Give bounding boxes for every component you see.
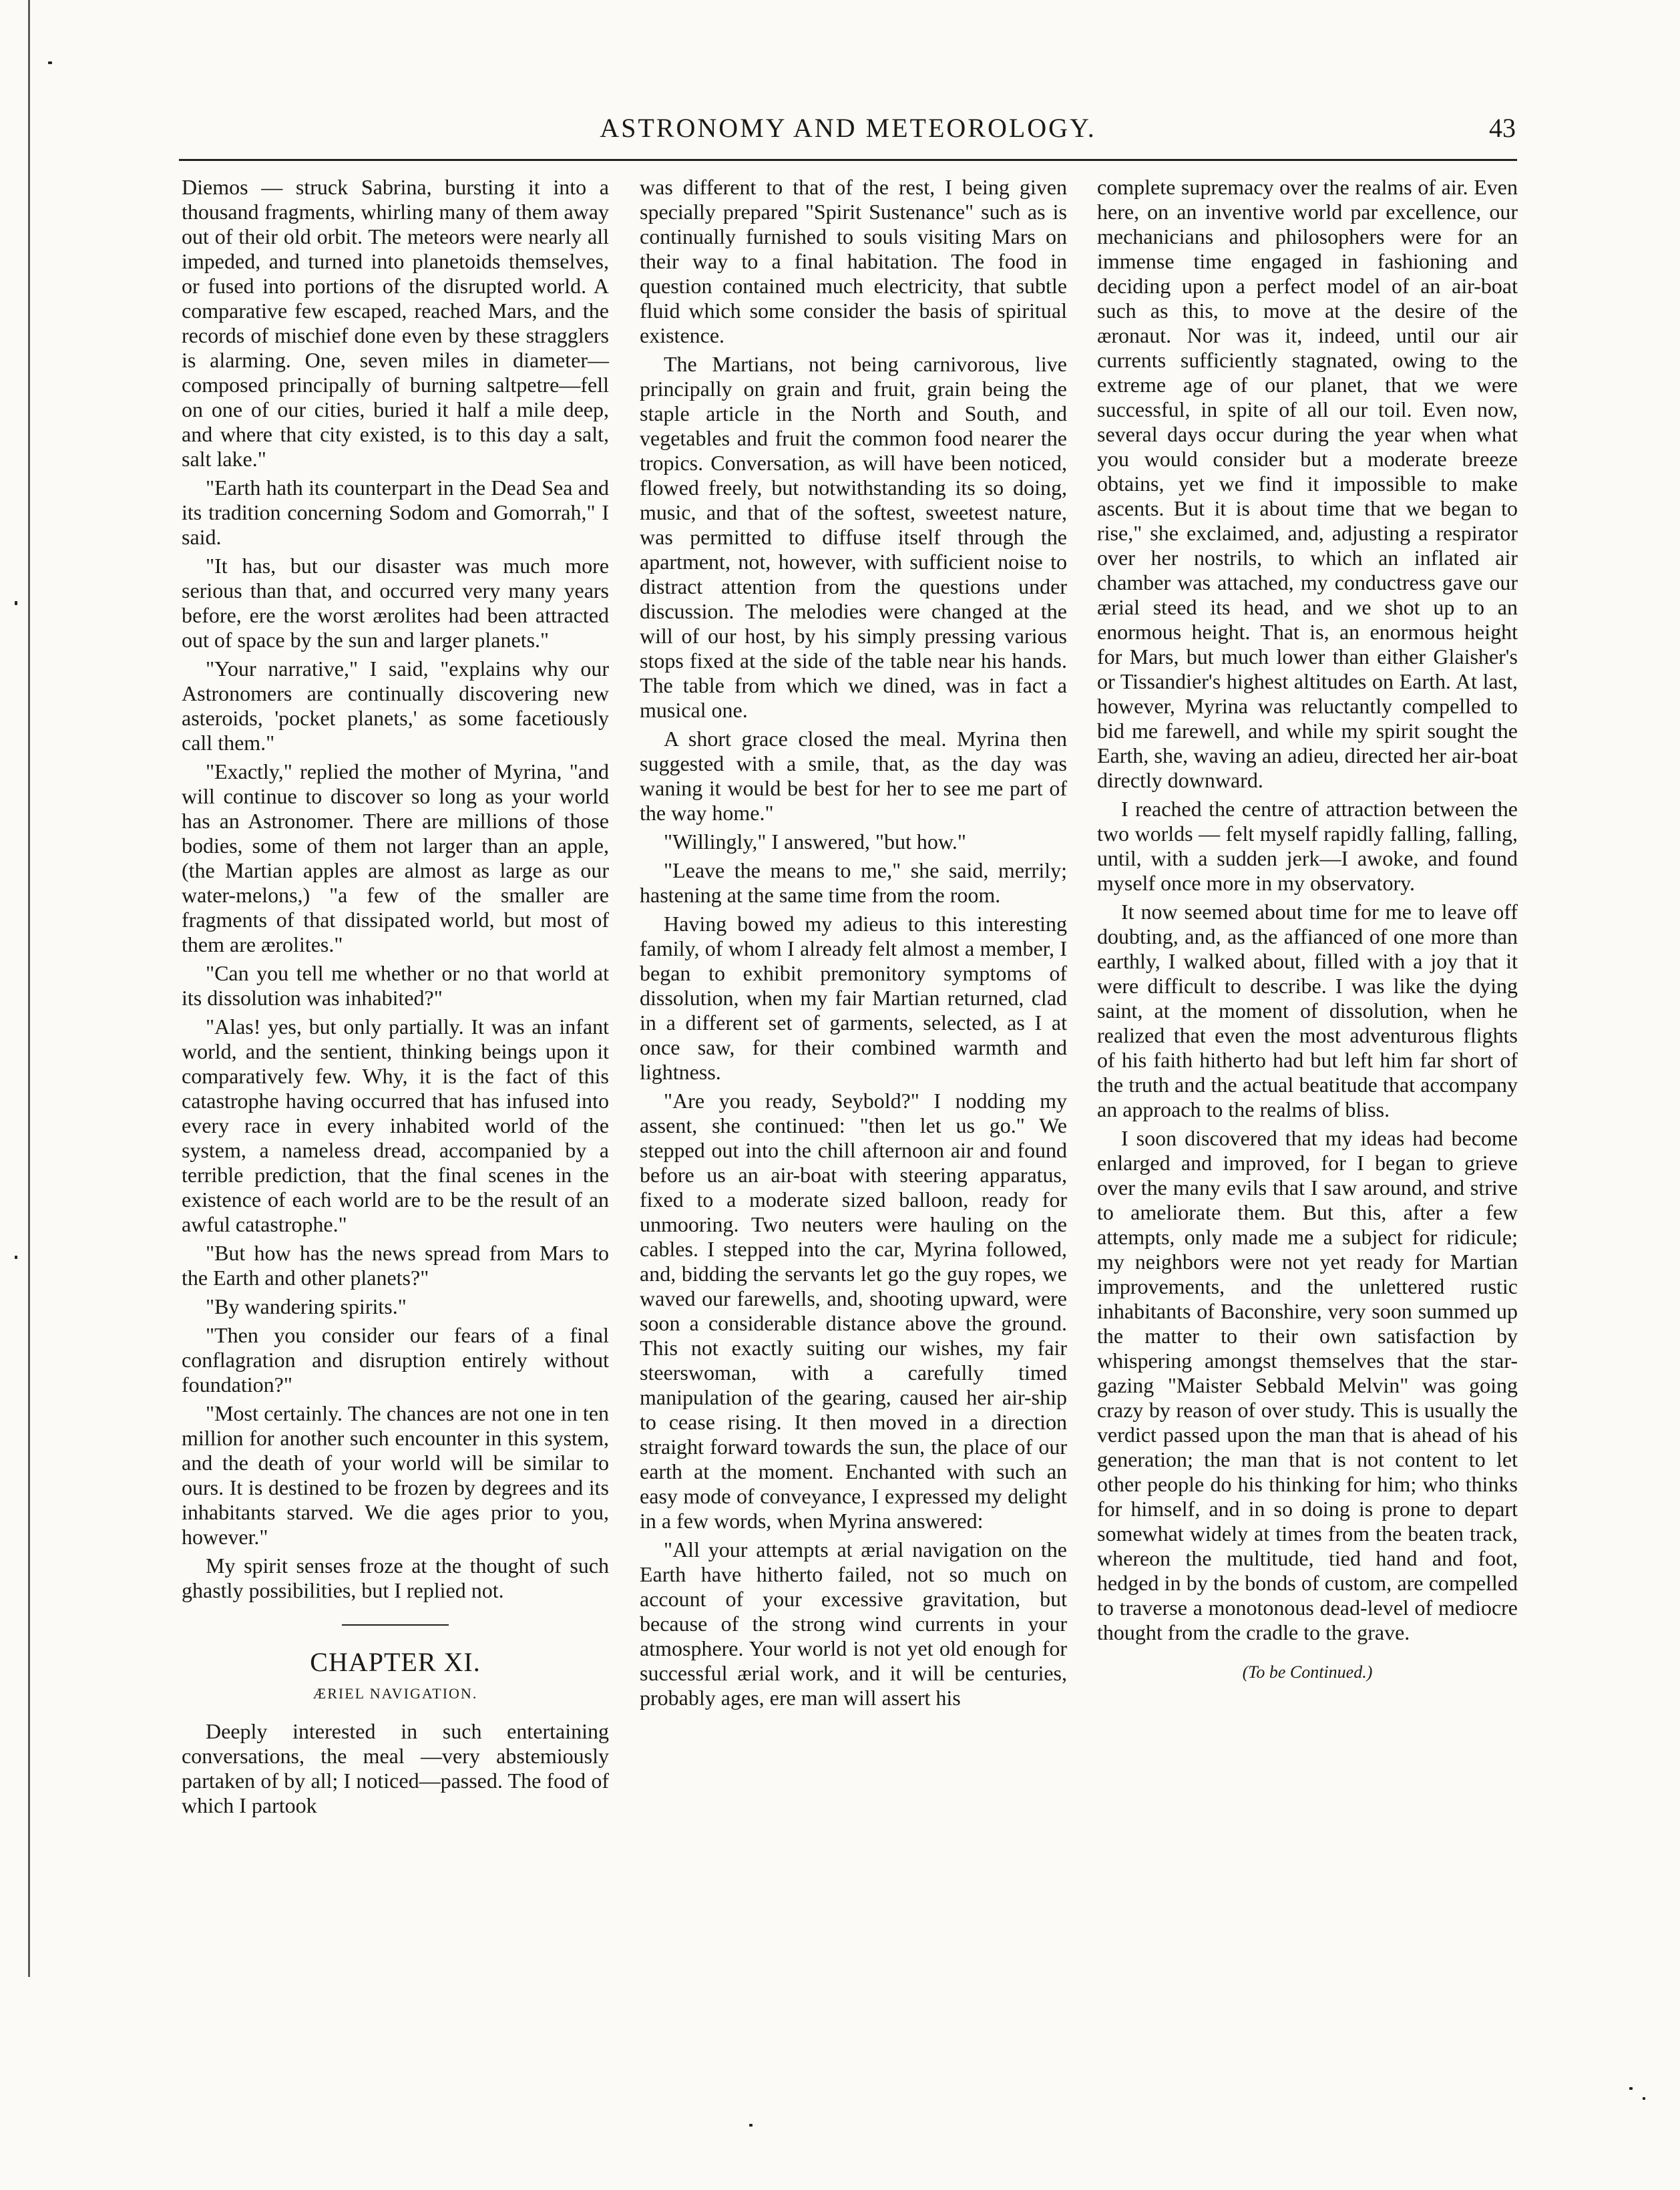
text-column-2 — [640, 175, 1067, 1714]
paragraph: "Alas! yes, but only partially. It was an infant world, and the sentient, thinking beings upon it comparatively few. Why, it is the fact of this catastrophe having occurred that has infused into every race in every inhabited world of the system, a nameless dread, accompanied by a terrible prediction, that the final scenes in the existence of each world are to be the result of an awful catastrophe." — [182, 1015, 609, 1236]
paragraph: "But how has the news spread from Mars to the Earth and other planets?" — [182, 1241, 609, 1290]
text-column-1 — [182, 175, 609, 1822]
paragraph: "Can you tell me whether or no that world at its dissolution was inhabited?" — [182, 961, 609, 1010]
paragraph: "Most certainly. The chances are not one in ten million for another such encounter in this system, and the death of your world will be similar to ours. It is destined to be frozen by degrees and its inhabitants starved. We die ages prior to you, however." — [182, 1401, 609, 1549]
chapter-rule — [342, 1624, 449, 1626]
paragraph: "Then you consider our fears of a final conflagration and disruption entirely without foundation?" — [182, 1323, 609, 1397]
scan-speck — [1629, 2087, 1633, 2090]
text-column-3 — [1097, 175, 1518, 1684]
page-header — [180, 112, 1516, 159]
paragraph: The Martians, not being carnivorous, live principally on grain and fruit, grain being the staple article in the North and South, and vegetables and fruit the common food nearer the tropics. Conversation, as will have been noticed, flowed freely, but notwithstanding its so doing, music, and that of the softest, sweetest nature, was permitted to diffuse itself through the apartment, not, however, with sufficient noise to distract attention from the questions under discussion. The melodies were changed at the will of our host, by his simply pressing various stops fixed at the side of the table near his hands. The table from which we dined, was in fact a musical one. — [640, 352, 1067, 722]
scan-speck — [48, 61, 52, 64]
paragraph: Having bowed my adieus to this interesting family, of whom I already felt almost a member, I began to exhibit premonitory symptoms of dissolution, when my fair Martian returned, clad in a different set of garments, selected, as I at once saw, for their combined warmth and lightness. — [640, 912, 1067, 1084]
running-title: ASTRONOMY AND METEOROLOGY. — [600, 113, 1096, 143]
paragraph: "Willingly," I answered, "but how." — [664, 830, 966, 854]
paragraph: "It has, but our disaster was much more serious than that, and occurred very many years before, ere the worst ærolites had been attracted out of space by the sun and larger planets." — [182, 554, 609, 652]
paragraph: Diemos — struck Sabrina, bursting it into a thousand fragments, whirling many of them away out of their old orbit. The meteors were nearly all impeded, and turned into planetoids themselves, or fused into portions of the disrupted world. A comparative few escaped, reached Mars, and the records of mischief done even by these stragglers is alarming. One, seven miles in diameter—composed principally of burning saltpetre—fell on one of our cities, buried it half a mile deep, and where that city existed, is to this day a salt, salt lake." — [182, 175, 609, 471]
binding-edge-line — [28, 0, 30, 1977]
page-number: 43 — [1489, 113, 1516, 143]
paragraph: Deeply interested in such entertaining conversations, the meal —very abstemiously partaken of by all; I noticed—passed. The food of which I partook — [182, 1719, 609, 1817]
paragraph: "All your attempts at ærial navigation on the Earth have hitherto failed, not so much on account of your excessive gravitation, but because of the strong wind currents in your atmosphere. Your world is not yet old enough for successful ærial work, and it will be centuries, probably ages, ere man will assert his — [640, 1537, 1067, 1710]
paragraph: "Are you ready, Seybold?" I nodding my assent, she continued: "then let us go." We stepped out into the chill afternoon air and found before us an air-boat with steering apparatus, fixed to a moderate sized balloon, ready for unmooring. Two neuters were hauling on the cables. I stepped into the car, Myrina followed, and, bidding the servants let go the guy ropes, we waved our farewells, and, shooting upward, were soon a considerable distance above the ground. This not exactly suiting our wishes, my fair steerswoman, with a carefully timed manipulation of the gearing, caused her air-ship to cease rising. It then moved in a direction straight forward towards the sun, the place of our earth at the moment. Enchanted with such an easy mode of conveyance, I expressed my delight in a few words, when Myrina answered: — [640, 1089, 1067, 1533]
paragraph: complete supremacy over the realms of air. Even here, on an inventive world par excellence, our mechanicians and philosophers were for an immense time engaged in fashioning and deciding upon a perfect model of an air-boat such as this, to move at the desire of the æronaut. Nor was it, indeed, until our air currents sufficiently stagnated, owing to the extreme age of our planet, that we were successful, in spite of all our toil. Even now, several days occur during the year when what you would consider but a moderate breeze obtains, yet we find it impossible to make ascents. But it is about time that we began to rise," she exclaimed, and, adjusting a respirator over her nostrils, to which an inflated air chamber was attached, my conductress gave our ærial steed its head, and we shot up to an enormous height. That is, an enormous height for Mars, but much lower than either Glaisher's or Tissandier's highest altitudes on Earth. At last, however, Myrina was reluctantly compelled to bid me farewell, and while my spirit sought the Earth, she, waving an adieu, directed her air-boat directly downward. — [1097, 175, 1518, 792]
scan-speck — [749, 2124, 753, 2127]
header-rule — [179, 159, 1517, 161]
paragraph: I soon discovered that my ideas had become enlarged and improved, for I began to grieve over the many evils that I saw around, and strive to ameliorate them. But this, after a few attempts, only made me a subject for ridicule; my neighbors were not yet ready for Martian improvements, and the unlettered rustic inhabitants of Baconshire, very soon summed up the matter to their own satisfaction by whispering amongst themselves that the star-gazing "Maister Sebbald Melvin" was going crazy by reason of over study. This is usually the verdict passed upon the man that is ahead of his generation; the man that is not content to let other people do his thinking for him; who thinks for himself, and in so doing is prone to depart somewhat widely at times from the beaten track, whereon the multitude, tied hand and foot, hedged in by the bonds of custom, are compelled to traverse a monotonous dead-level of mediocre thought from the cradle to the grave. — [1097, 1126, 1518, 1644]
to-be-continued-note: (To be Continued.) — [1242, 1662, 1373, 1682]
chapter-subtitle: ÆRIEL NAVIGATION. — [312, 1685, 478, 1702]
paragraph: I reached the centre of attraction between the two worlds — felt myself rapidly falling, falling, until, with a sudden jerk—I awoke, and found myself once more in my observatory. — [1097, 797, 1518, 895]
scan-speck — [15, 1256, 17, 1259]
paragraph: "Exactly," replied the mother of Myrina, "and will continue to discover so long as your world has an Astronomer. There are millions of those bodies, some of them not larger than an apple, (the Martian apples are almost as large as our water-melons,) "a few of the smaller are fragments of that dissipated world, but most of them are ærolites." — [182, 759, 609, 956]
paragraph: "Leave the means to me," she said, merrily; hastening at the same time from the room. — [640, 858, 1067, 907]
paragraph: It now seemed about time for me to leave off doubting, and, as the affianced of one more than earthly, I walked about, filled with a joy that it were difficult to describe. I was like the dying saint, at the moment of dissolution, when he realized that even the most adventurous flights of his faith hitherto had but left him far short of the truth and the actual beatitude that accompany an approach to the realms of bliss. — [1097, 900, 1518, 1121]
paragraph: "Your narrative," I said, "explains why our Astronomers are continually discovering new asteroids, 'pocket planets,' as some facetiously call them." — [182, 657, 609, 755]
paragraph: "Earth hath its counterpart in the Dead Sea and its tradition concerning Sodom and Gomorrah," I said. — [182, 476, 609, 549]
scan-speck — [15, 601, 17, 605]
paragraph: My spirit senses froze at the thought of such ghastly possibilities, but I replied not. — [182, 1554, 609, 1602]
paragraph: "By wandering spirits." — [206, 1294, 407, 1318]
paragraph: A short grace closed the meal. Myrina then suggested with a smile, that, as the day was waning it would be best for her to see me part of the way home." — [640, 727, 1067, 825]
scan-speck — [1643, 2097, 1645, 2100]
paragraph: was different to that of the rest, I being given specially prepared "Spirit Sustenance" such as is continually furnished to souls visiting Mars on their way to a final habitation. The food in question contained much electricity, that subtle fluid which some consider the basis of spiritual existence. — [640, 175, 1067, 347]
chapter-title: CHAPTER XI. — [310, 1647, 481, 1677]
